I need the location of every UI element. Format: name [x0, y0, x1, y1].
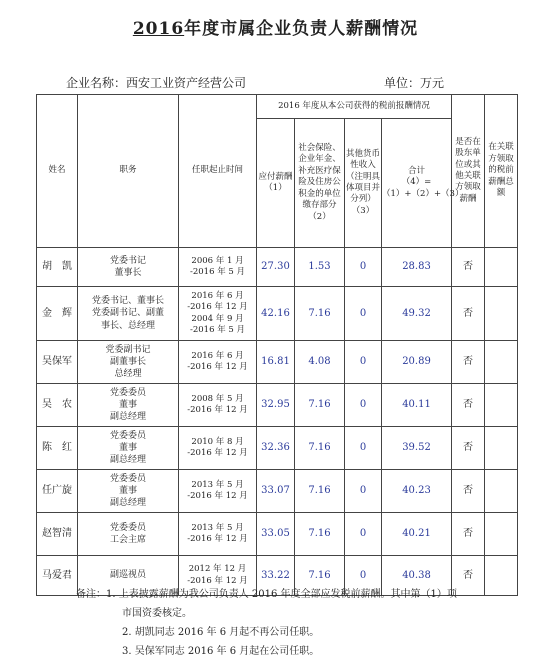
salary-cell: 33.05 — [257, 513, 295, 556]
note-line: 备注：1. 上表披露薪酬为我公司负责人 2016 年度全部应发税前薪酬。其中第（1）项 — [76, 589, 457, 600]
shareholder-cell: 否 — [452, 287, 485, 341]
other-cell: 0 — [345, 341, 382, 384]
header-other — [345, 119, 382, 248]
tenure-line: 2016 年 6 月 — [191, 290, 244, 301]
name-cell: 陈 红 — [37, 427, 78, 470]
header-name: 姓名 — [37, 95, 78, 248]
position-line: 事长、总经理 — [100, 320, 155, 331]
page-title — [0, 14, 551, 39]
social-cell: 4.08 — [295, 341, 345, 384]
header-social-index: （2） — [308, 211, 331, 222]
header-salary — [257, 119, 295, 248]
title-year: 2016 — [132, 19, 185, 39]
header-position: 职务 — [78, 95, 179, 248]
shareholder-cell: 否 — [452, 513, 485, 556]
company-label: 企业名称：西安工业资产经营公司 — [66, 76, 247, 90]
tenure-line: 2016 年 6 月 — [191, 350, 244, 361]
tenure-cell — [179, 427, 257, 470]
other-cell: 0 — [345, 556, 382, 596]
total-cell: 49.32 — [382, 287, 452, 341]
position-line: 党委副书记、副董 — [91, 308, 164, 319]
unit-label: 单位：万元 — [384, 76, 445, 90]
social-cell: 7.16 — [295, 287, 345, 341]
total-cell: 40.11 — [382, 384, 452, 427]
salary-cell: 32.36 — [257, 427, 295, 470]
total-cell: 20.89 — [382, 341, 452, 384]
related-cell — [485, 513, 518, 556]
name-cell: 金 辉 — [37, 287, 78, 341]
other-cell: 0 — [345, 513, 382, 556]
tenure-line: 2013 年 5 月 — [191, 479, 244, 490]
tenure-cell — [179, 248, 257, 287]
related-cell — [485, 384, 518, 427]
shareholder-cell: 否 — [452, 384, 485, 427]
related-cell — [485, 287, 518, 341]
header-total — [382, 119, 464, 248]
salary-table — [36, 94, 518, 596]
social-cell: 7.16 — [295, 556, 345, 596]
table-row — [37, 341, 518, 384]
table-row — [37, 470, 518, 513]
social-cell: 1.53 — [295, 248, 345, 287]
other-cell: 0 — [345, 427, 382, 470]
header-tenure: 任职起止时间 — [179, 95, 257, 248]
tenure-cell — [179, 470, 257, 513]
table-body — [37, 248, 518, 596]
tenure-line: -2016 年 12 月 — [187, 448, 248, 458]
total-cell: 28.83 — [382, 248, 452, 287]
position-line: 党委委员 — [109, 430, 146, 441]
position-cell — [78, 513, 179, 556]
position-line: 副巡视员 — [109, 570, 146, 581]
header-social — [295, 119, 345, 248]
position-line: 党委书记、董事长 — [91, 296, 164, 307]
position-cell — [78, 427, 179, 470]
tenure-line: -2016 年 5 月 — [189, 267, 246, 277]
position-cell — [78, 341, 179, 384]
position-line: 党委委员 — [109, 387, 146, 398]
tenure-cell — [179, 341, 257, 384]
position-line: 党委委员 — [109, 522, 146, 533]
related-cell — [485, 248, 518, 287]
position-line: 总经理 — [114, 369, 142, 380]
social-cell: 7.16 — [295, 427, 345, 470]
related-cell — [485, 470, 518, 513]
salary-cell: 32.95 — [257, 384, 295, 427]
salary-cell: 27.30 — [257, 248, 295, 287]
table-row — [37, 513, 518, 556]
header-social-label: 社会保险、企业年金、补充医疗保险及住房公积金的单位缴存部分 — [298, 142, 341, 211]
tenure-line: 2006 年 1 月 — [191, 255, 244, 266]
related-cell — [485, 341, 518, 384]
position-line: 副总经理 — [109, 455, 146, 466]
header-related: 在关联方领取的税前薪酬总额 — [485, 95, 518, 248]
header-shareholder: 是否在股东单位或其他关联方领取薪酬 — [452, 95, 485, 248]
position-cell — [78, 384, 179, 427]
position-line: 董事 — [118, 442, 137, 453]
header-other-label: 其他货币性收入（注明具体项目并分列） — [345, 148, 380, 205]
note-line: 2. 胡凯同志 2016 年 6 月起不再公司任职。 — [122, 627, 320, 638]
salary-cell: 33.07 — [257, 470, 295, 513]
tenure-line: -2016 年 12 月 — [187, 491, 248, 501]
position-line: 董事 — [118, 399, 137, 410]
salary-cell: 16.81 — [257, 341, 295, 384]
tenure-line: 2008 年 5 月 — [191, 393, 244, 404]
tenure-cell — [179, 384, 257, 427]
name-cell: 马爱君 — [37, 556, 78, 596]
tenure-line: 2013 年 5 月 — [191, 522, 244, 533]
position-cell — [78, 470, 179, 513]
note-line: 市国资委核定。 — [122, 608, 192, 619]
tenure-line: 2012 年 12 月 — [188, 564, 247, 575]
title-text: 年度市属企业负责人薪酬情况 — [184, 19, 419, 39]
tenure-line: -2016 年 12 月 — [187, 362, 248, 372]
tenure-cell — [179, 513, 257, 556]
tenure-line: 2010 年 8 月 — [191, 436, 244, 447]
other-cell: 0 — [345, 248, 382, 287]
table-row — [37, 384, 518, 427]
other-cell: 0 — [345, 470, 382, 513]
social-cell: 7.16 — [295, 384, 345, 427]
header-salary-label: 应付薪酬 — [258, 171, 293, 182]
shareholder-cell: 否 — [452, 427, 485, 470]
total-cell: 40.23 — [382, 470, 452, 513]
shareholder-cell: 否 — [452, 470, 485, 513]
position-line: 党委副书记 — [105, 344, 151, 355]
tenure-line: -2016 年 5 月 — [189, 324, 246, 335]
shareholder-cell: 否 — [452, 556, 485, 596]
position-line: 党委书记 — [109, 255, 146, 266]
tenure-line: 2004 年 9 月 — [191, 313, 244, 324]
table-row — [37, 427, 518, 470]
tenure-line: -2016 年 12 月 — [187, 575, 248, 586]
tenure-cell — [179, 287, 257, 341]
total-cell: 40.21 — [382, 513, 452, 556]
related-cell — [485, 556, 518, 596]
position-line: 副董事长 — [109, 356, 146, 367]
position-line: 董事 — [118, 485, 137, 496]
position-line: 工会主席 — [109, 535, 146, 545]
position-cell — [78, 287, 179, 341]
position-line: 副总经理 — [109, 412, 146, 423]
name-cell: 吴 农 — [37, 384, 78, 427]
tenure-line: -2016 年 12 月 — [187, 534, 248, 544]
header-other-index: （3） — [351, 205, 375, 216]
tenure-line: -2016 年 12 月 — [187, 302, 248, 313]
tenure-line: -2016 年 12 月 — [187, 405, 248, 415]
social-cell: 7.16 — [295, 470, 345, 513]
salary-cell: 33.22 — [257, 556, 295, 596]
salary-cell: 42.16 — [257, 287, 295, 341]
position-line: 副总经理 — [109, 498, 146, 509]
other-cell: 0 — [345, 287, 382, 341]
header-total-index: （4）=（1）+（2）+（3） — [382, 177, 464, 199]
header-salary-index: （1） — [264, 183, 287, 193]
social-cell: 7.16 — [295, 513, 345, 556]
table-row — [37, 248, 518, 287]
header-total-label: 合计 — [408, 165, 426, 176]
position-line: 董事长 — [114, 268, 142, 278]
other-cell: 0 — [345, 384, 382, 427]
position-cell — [78, 248, 179, 287]
shareholder-cell: 否 — [452, 341, 485, 384]
name-cell: 胡 凯 — [37, 248, 78, 287]
total-cell: 40.38 — [382, 556, 452, 596]
position-line: 党委委员 — [109, 473, 146, 484]
name-cell: 赵智清 — [37, 513, 78, 556]
header-group: 2016 年度从本公司获得的税前报酬情况 — [257, 95, 452, 119]
shareholder-cell: 否 — [452, 248, 485, 287]
notes — [76, 585, 457, 661]
name-cell: 任广旋 — [37, 470, 78, 513]
related-cell — [485, 427, 518, 470]
note-line: 3. 吴保军同志 2016 年 6 月起在公司任职。 — [122, 646, 320, 657]
name-cell: 吴保军 — [37, 341, 78, 384]
table-row — [37, 287, 518, 341]
total-cell: 39.52 — [382, 427, 452, 470]
